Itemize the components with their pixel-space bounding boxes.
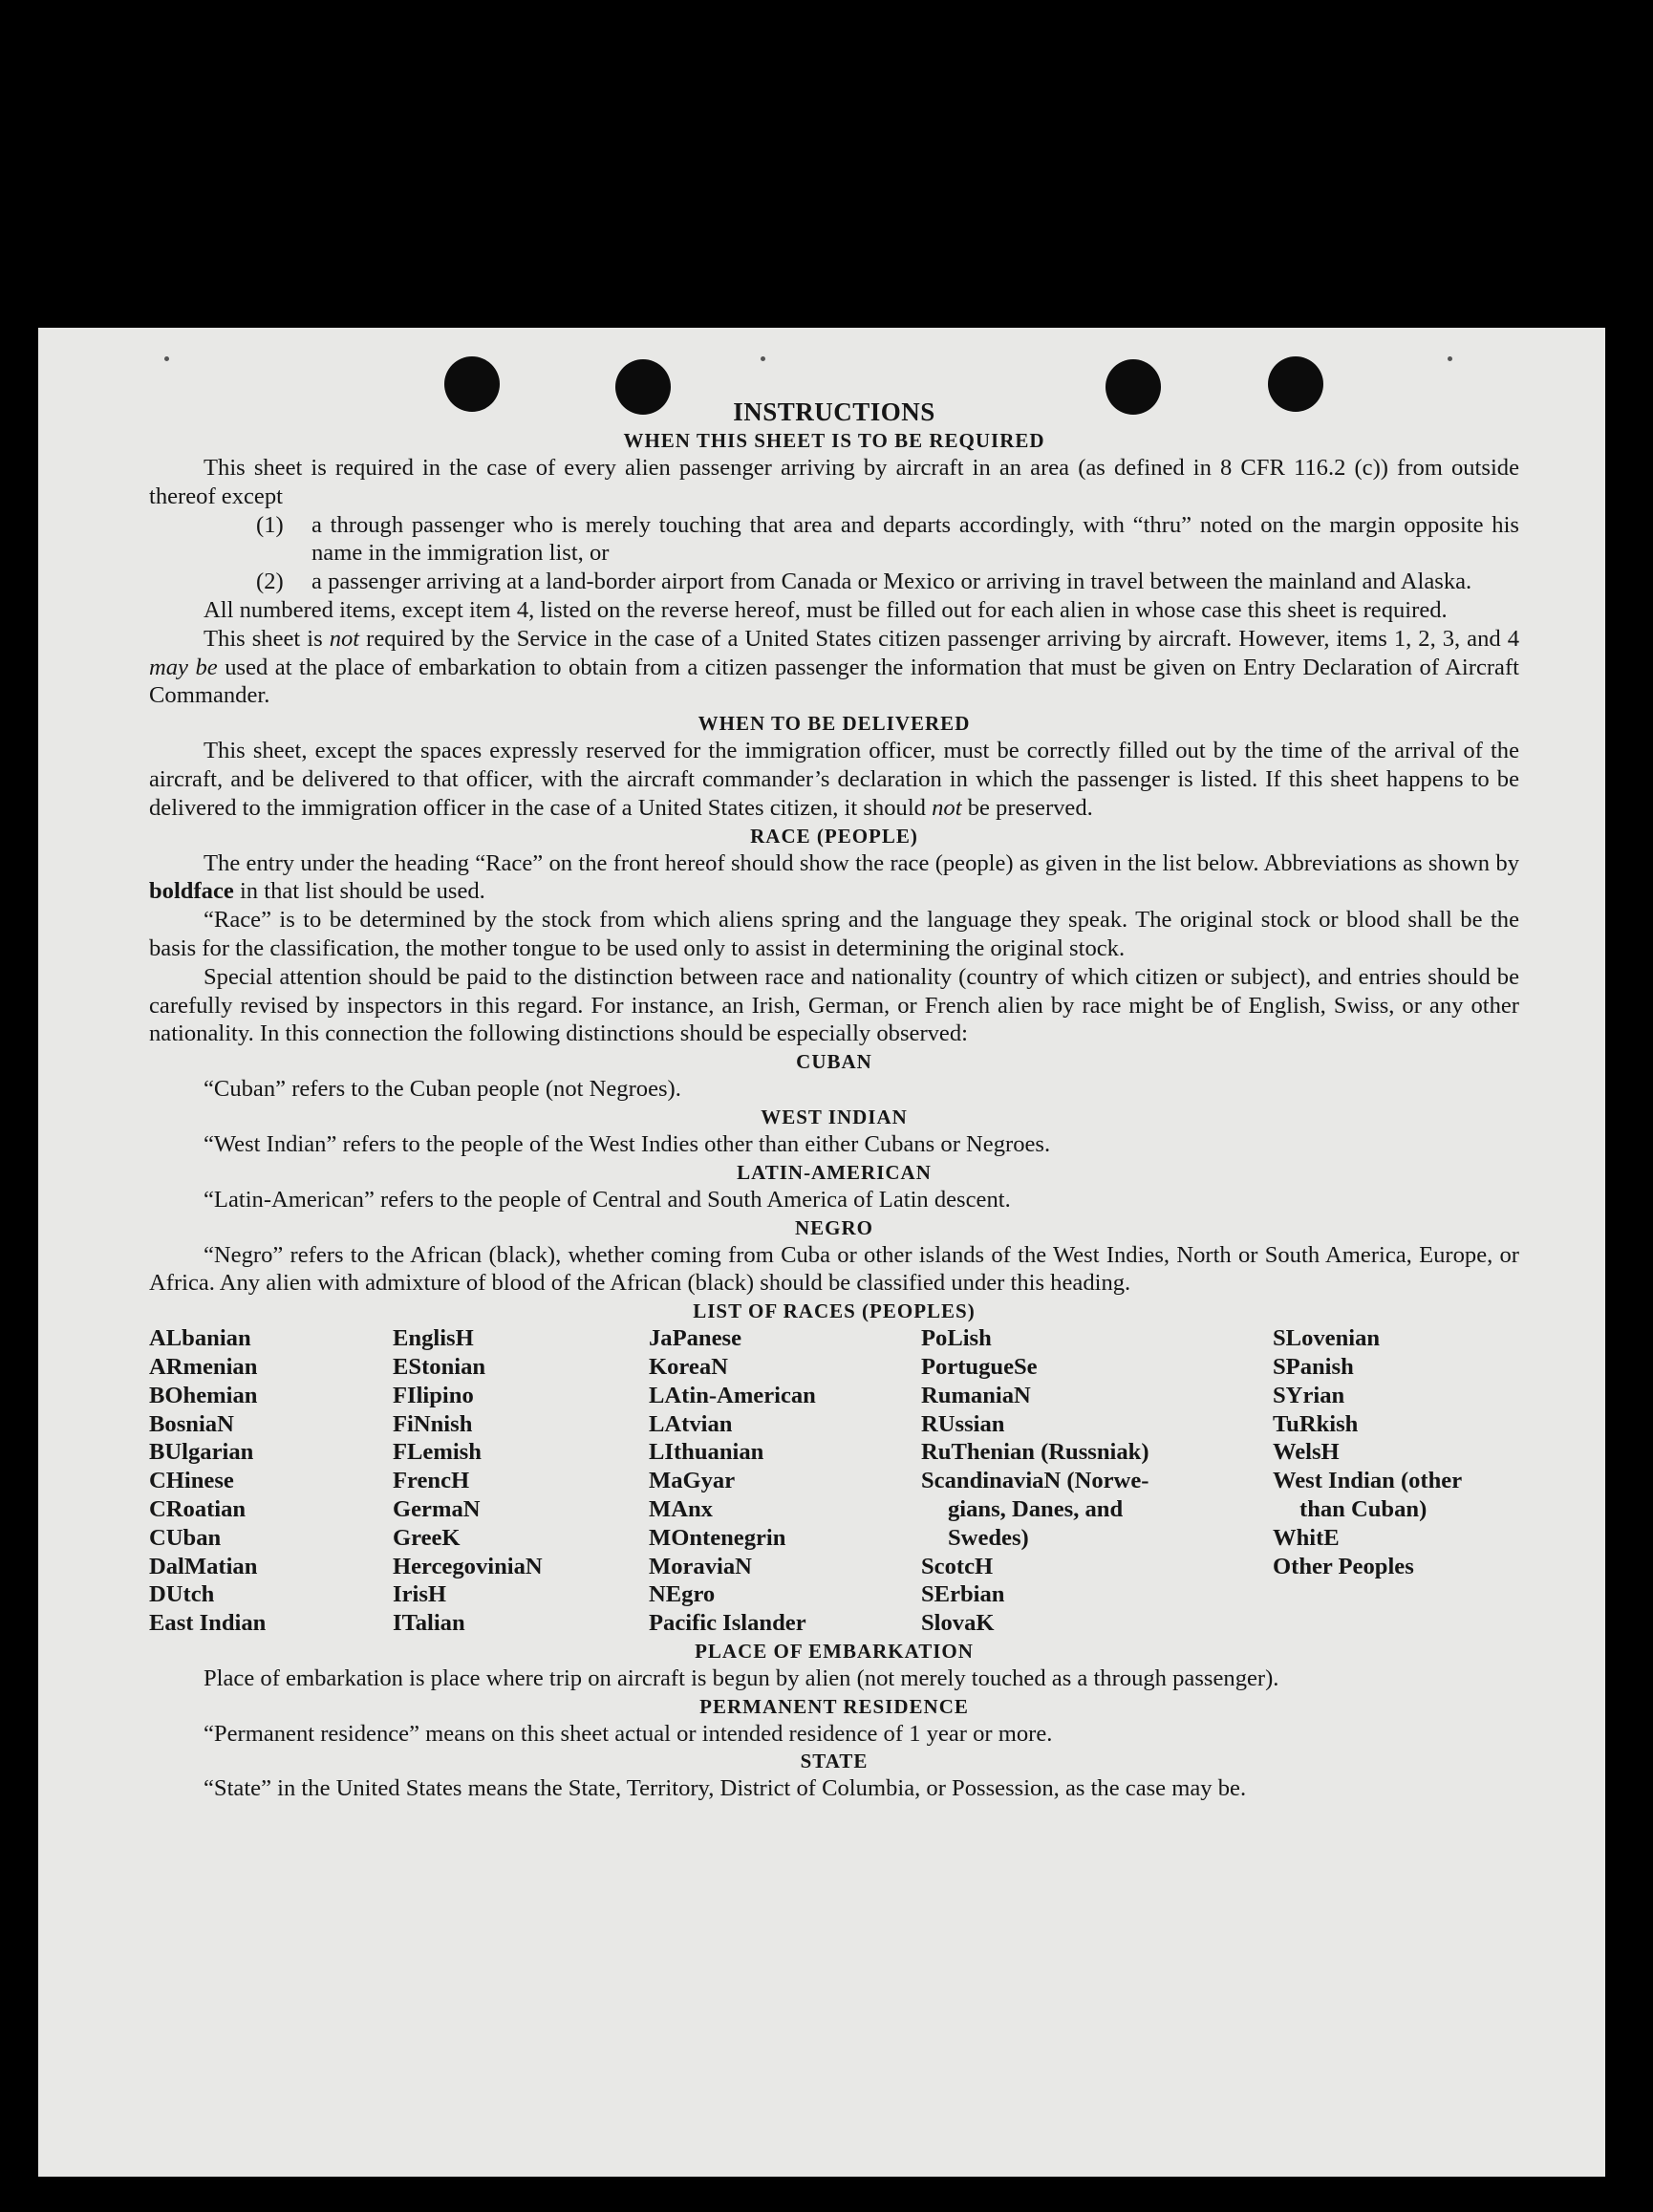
race-entry: Other Peoples bbox=[1273, 1553, 1414, 1579]
race-entry: ITalian bbox=[393, 1610, 465, 1637]
race-entry: JaPanese bbox=[649, 1325, 741, 1352]
section-heading-when-delivered: WHEN TO BE DELIVERED bbox=[698, 712, 971, 736]
race-entry: West Indian (other bbox=[1273, 1468, 1463, 1494]
race-entry: KoreaN bbox=[649, 1353, 728, 1380]
races-column bbox=[149, 1324, 393, 1638]
citizen-paragraph: This sheet is not required by the Service in the case of a United States citizen passenger arriving by aircraft. However, items 1, 2, 3, and 4 may be used at the place of embarkation to obtain from a citizen passenger the information that must be given on Entry Declaration of Aircraft Commander. bbox=[149, 625, 1519, 709]
instructions-content bbox=[149, 397, 1519, 1803]
race-entry: FrencH bbox=[393, 1468, 470, 1494]
race-entry: BOhemian bbox=[149, 1382, 258, 1408]
race-entry-continued: gians, Danes, and bbox=[948, 1495, 1124, 1522]
race-entry: MAnx bbox=[649, 1495, 713, 1522]
race-entry: HercegoviniaN bbox=[393, 1553, 543, 1579]
race-entry: PoLish bbox=[921, 1325, 992, 1352]
section-heading-race: RACE (PEOPLE) bbox=[750, 824, 918, 848]
delivery-paragraph: This sheet, except the spaces expressly reserved for the immigration officer, must be correctly filled out by the time of the arrival of the aircraft, and be delivered to that officer, with the aircraft commander’s declaration in which the passenger is listed. If this sheet happens to be delivered to the immigration officer in the case of a United States citizen, it should not be preserved. bbox=[149, 738, 1519, 821]
races-column bbox=[649, 1324, 921, 1638]
numbered-items-paragraph: All numbered items, except item 4, listed on the reverse hereof, must be filled out for each alien in whose case this sheet is required. bbox=[204, 596, 1448, 623]
race-entry: TuRkish bbox=[1273, 1410, 1359, 1437]
residence-definition: “Permanent residence” means on this sheet actual or intended residence of 1 year or more. bbox=[204, 1720, 1053, 1747]
exception-item bbox=[149, 511, 1519, 569]
race-paragraph-2: “Race” is to be determined by the stock from which aliens spring and the language they speak. The original stock or blood shall be the basis for the classification, the mother tongue to be used only to assist in determining the original stock. bbox=[149, 907, 1519, 961]
exception-number: (2) bbox=[256, 569, 284, 595]
race-entry: GermaN bbox=[393, 1495, 481, 1522]
race-entry: FLemish bbox=[393, 1439, 482, 1466]
race-entry: EnglisH bbox=[393, 1325, 474, 1352]
paper-speck bbox=[164, 356, 169, 361]
race-entry: ALbanian bbox=[149, 1325, 251, 1352]
race-entry: MOntenegrin bbox=[649, 1524, 786, 1551]
paper-speck bbox=[761, 356, 765, 361]
race-entry: MaGyar bbox=[649, 1468, 736, 1494]
race-entry: DUtch bbox=[149, 1581, 215, 1608]
race-entry-continued: than Cuban) bbox=[1299, 1495, 1428, 1522]
race-entry: LAtvian bbox=[649, 1410, 733, 1437]
race-entry: CUban bbox=[149, 1524, 222, 1551]
section-heading-state: STATE bbox=[800, 1750, 869, 1773]
race-entry: SLovenian bbox=[1273, 1325, 1381, 1352]
race-entry: SPanish bbox=[1273, 1353, 1354, 1380]
section-heading-cuban: CUBAN bbox=[796, 1050, 872, 1074]
race-entry: MoraviaN bbox=[649, 1553, 752, 1579]
section-heading-negro: NEGRO bbox=[794, 1215, 873, 1239]
when-required-intro: This sheet is required in the case of every alien passenger arriving by aircraft in an area (as defined in 8 CFR 116.2 (c)) from outside thereof except bbox=[149, 455, 1519, 509]
page-title: INSTRUCTIONS bbox=[733, 397, 935, 426]
race-entry: GreeK bbox=[393, 1524, 461, 1551]
section-heading-when-required: WHEN THIS SHEET IS TO BE REQUIRED bbox=[623, 429, 1045, 452]
race-entry: ScotcH bbox=[921, 1553, 994, 1579]
race-entry: SYrian bbox=[1273, 1382, 1345, 1408]
race-entry: SErbian bbox=[921, 1581, 1005, 1608]
latin-american-definition: “Latin-American” refers to the people of Central and South America of Latin descent. bbox=[204, 1186, 1011, 1213]
race-entry: FIlipino bbox=[393, 1382, 474, 1408]
race-entry: East Indian bbox=[149, 1610, 267, 1637]
west-indian-definition: “West Indian” refers to the people of the West Indies other than either Cubans or Negroes. bbox=[204, 1130, 1051, 1157]
section-heading-embarkation: PLACE OF EMBARKATION bbox=[695, 1639, 974, 1663]
race-entry: RumaniaN bbox=[921, 1382, 1031, 1408]
section-heading-list-of-races: LIST OF RACES (PEOPLES) bbox=[693, 1299, 976, 1323]
race-entry: LAtin-American bbox=[649, 1382, 816, 1408]
race-entry: WhitE bbox=[1273, 1524, 1340, 1551]
race-entry-continued: Swedes) bbox=[948, 1524, 1029, 1551]
embarkation-definition: Place of embarkation is place where trip on aircraft is begun by alien (not merely touched as a through passenger). bbox=[204, 1664, 1279, 1691]
race-entry: SlovaK bbox=[921, 1610, 995, 1637]
race-entry: LIthuanian bbox=[649, 1439, 764, 1466]
race-entry: WelsH bbox=[1273, 1439, 1340, 1466]
race-entry: FiNnish bbox=[393, 1410, 473, 1437]
negro-definition: “Negro” refers to the African (black), whether coming from Cuba or other islands of the West Indies, North or South America, Europe, or Africa. Any alien with admixture of blood of the African (black) should be classified under this heading. bbox=[149, 1241, 1519, 1297]
section-heading-west-indian: WEST INDIAN bbox=[761, 1105, 908, 1128]
exception-text: a through passenger who is merely touching that area and departs accordingly, with “thru” noted on the margin opposite his name in the immigration list, or bbox=[311, 511, 1519, 567]
races-list bbox=[149, 1324, 1519, 1638]
exception-number: (1) bbox=[256, 511, 284, 538]
race-entry: CHinese bbox=[149, 1468, 234, 1494]
race-entry: Pacific Islander bbox=[649, 1610, 806, 1637]
race-entry: PortugueSe bbox=[921, 1353, 1038, 1380]
race-entry: CRoatian bbox=[149, 1495, 247, 1522]
state-definition: “State” in the United States means the State, Territory, District of Columbia, or Possession, as the case may be. bbox=[204, 1775, 1247, 1802]
exception-item bbox=[149, 568, 1519, 596]
races-column bbox=[393, 1324, 649, 1638]
race-entry: ScandinaviaN (Norwe- bbox=[921, 1468, 1149, 1494]
race-entry: RUssian bbox=[921, 1410, 1005, 1437]
races-column bbox=[921, 1324, 1273, 1638]
cuban-definition: “Cuban” refers to the Cuban people (not Negroes). bbox=[204, 1076, 681, 1103]
race-entry: BosniaN bbox=[149, 1410, 234, 1437]
race-paragraph-3: Special attention should be paid to the distinction between race and nationality (country of which citizen or subject), and entries should be carefully revised by inspectors in this regard. For instance, an Irish, German, or French alien by race might be of English, Swiss, or any other nationality. In this connection the following distinctions should be especially observed: bbox=[149, 963, 1519, 1047]
race-entry: ARmenian bbox=[149, 1353, 258, 1380]
section-heading-residence: PERMANENT RESIDENCE bbox=[699, 1694, 969, 1718]
race-entry: IrisH bbox=[393, 1581, 447, 1608]
race-entry: BUlgarian bbox=[149, 1439, 254, 1466]
section-heading-latin-american: LATIN-AMERICAN bbox=[737, 1160, 932, 1184]
document-sheet bbox=[38, 328, 1605, 2177]
exception-text: a passenger arriving at a land-border airport from Canada or Mexico or arriving in travel between the mainland and Alaska. bbox=[311, 569, 1472, 595]
race-entry: DalMatian bbox=[149, 1553, 258, 1579]
race-entry: EStonian bbox=[393, 1353, 486, 1380]
race-entry: NEgro bbox=[649, 1581, 716, 1608]
race-paragraph-1: The entry under the heading “Race” on the front hereof should show the race (people) as given in the list below. Abbreviations as shown by boldface in that list should be used. bbox=[149, 849, 1519, 905]
paper-speck bbox=[1448, 356, 1452, 361]
races-column bbox=[1273, 1324, 1519, 1638]
race-entry: RuThenian (Russniak) bbox=[921, 1439, 1149, 1466]
